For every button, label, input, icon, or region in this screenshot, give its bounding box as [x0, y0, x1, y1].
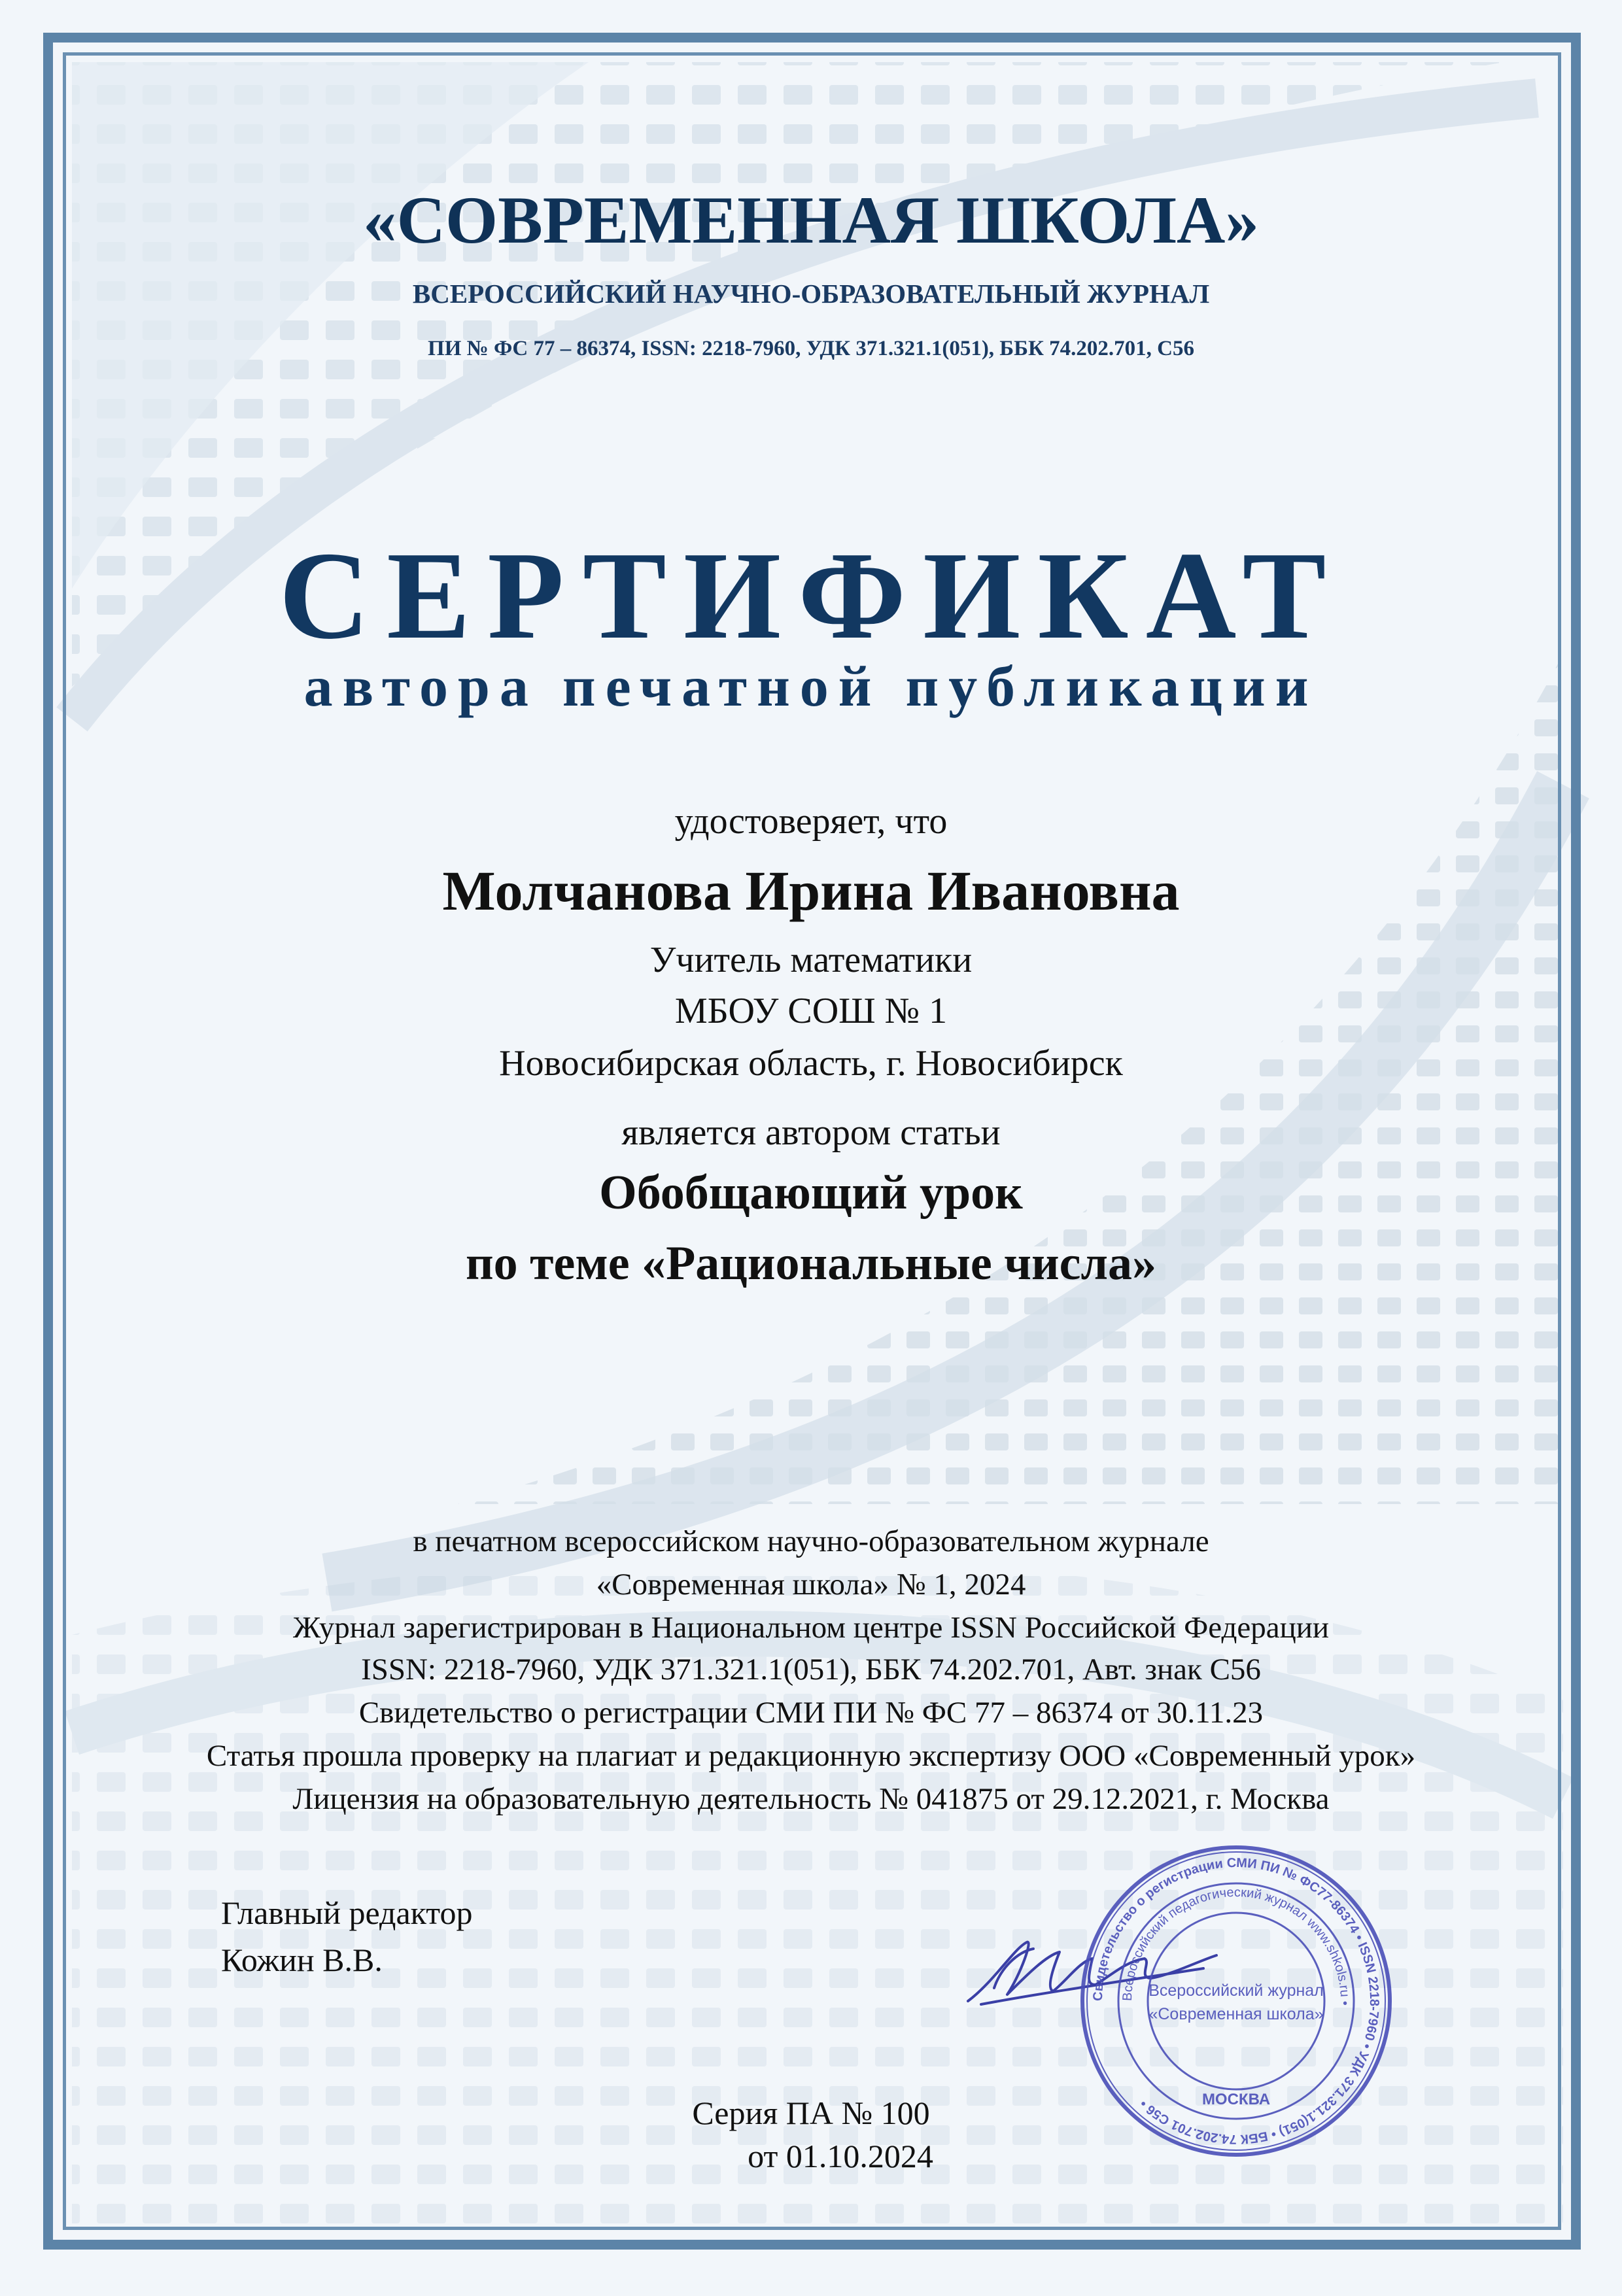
publication-line: Статья прошла проверку на плагиат и редакционную экспертизу ООО «Современный урок»	[206, 1739, 1416, 1773]
publication-line: ISSN: 2218-7960, УДК 371.321.1(051), ББК 74.202.701, Авт. знак С56	[361, 1653, 1261, 1687]
stamp-city: МОСКВА	[1201, 2091, 1271, 2108]
certifies-text: удостоверяет, что	[674, 801, 948, 842]
journal-title: «СОВРЕМЕННАЯ ШКОЛА»	[363, 183, 1259, 258]
article-title-line1: Обобщающий урок	[599, 1166, 1023, 1220]
publication-line: Лицензия на образовательную деятельность № 041875 от 29.12.2021, г. Москва	[292, 1782, 1330, 1816]
journal-subtitle: ВСЕРОССИЙСКИЙ НАУЧНО-ОБРАЗОВАТЕЛЬНЫЙ ЖУРНАЛ	[412, 279, 1210, 309]
editor-name: Кожин В.В.	[221, 1942, 383, 1978]
article-intro: является автором статьи	[621, 1112, 1001, 1153]
author-region: Новосибирская область, г. Новосибирск	[499, 1043, 1123, 1084]
series-number: Серия ПА № 100	[692, 2095, 930, 2131]
publication-line: Свидетельство о регистрации СМИ ПИ № ФС 77 – 86374 от 30.11.23	[358, 1696, 1264, 1730]
journal-registration: ПИ № ФС 77 – 86374, ISSN: 2218-7960, УДК 371.321.1(051), ББК 74.202.701, С56	[428, 337, 1194, 360]
author-organization: МБОУ СОШ № 1	[674, 991, 948, 1031]
publication-line: «Современная школа» № 1, 2024	[596, 1568, 1026, 1602]
certificate-subtitle: автора печатной публикации	[303, 655, 1319, 719]
stamp-center-line2: «Современная школа»	[1148, 2005, 1324, 2023]
author-position: Учитель математики	[649, 940, 973, 980]
publication-line: Журнал зарегистрирован в Национальном центре ISSN Российской Федерации	[292, 1611, 1330, 1645]
article-title-line2: по теме «Рациональные числа»	[466, 1237, 1156, 1290]
stamp-outer-text: Свидетельство о регистрации СМИ ПИ № ФС77-86374 • ISSN 2218-7960 • УДК 371.321.1(051) • ББК 74.202.701 С56 •	[1090, 1855, 1382, 2147]
stamp-inner-text: Всероссийский педагогический журнал www.shkols.ru •	[1120, 1885, 1353, 2006]
certificate-title: СЕРТИФИКАТ	[279, 526, 1343, 665]
editor-title: Главный редактор	[221, 1894, 473, 1931]
stamp-center-line1: Всероссийский журнал	[1148, 1981, 1324, 2000]
publication-line: в печатном всероссийском научно-образовательном журнале	[413, 1524, 1209, 1558]
author-name: Молчанова Ирина Ивановна	[442, 859, 1180, 922]
series-date: от 01.10.2024	[748, 2138, 933, 2174]
